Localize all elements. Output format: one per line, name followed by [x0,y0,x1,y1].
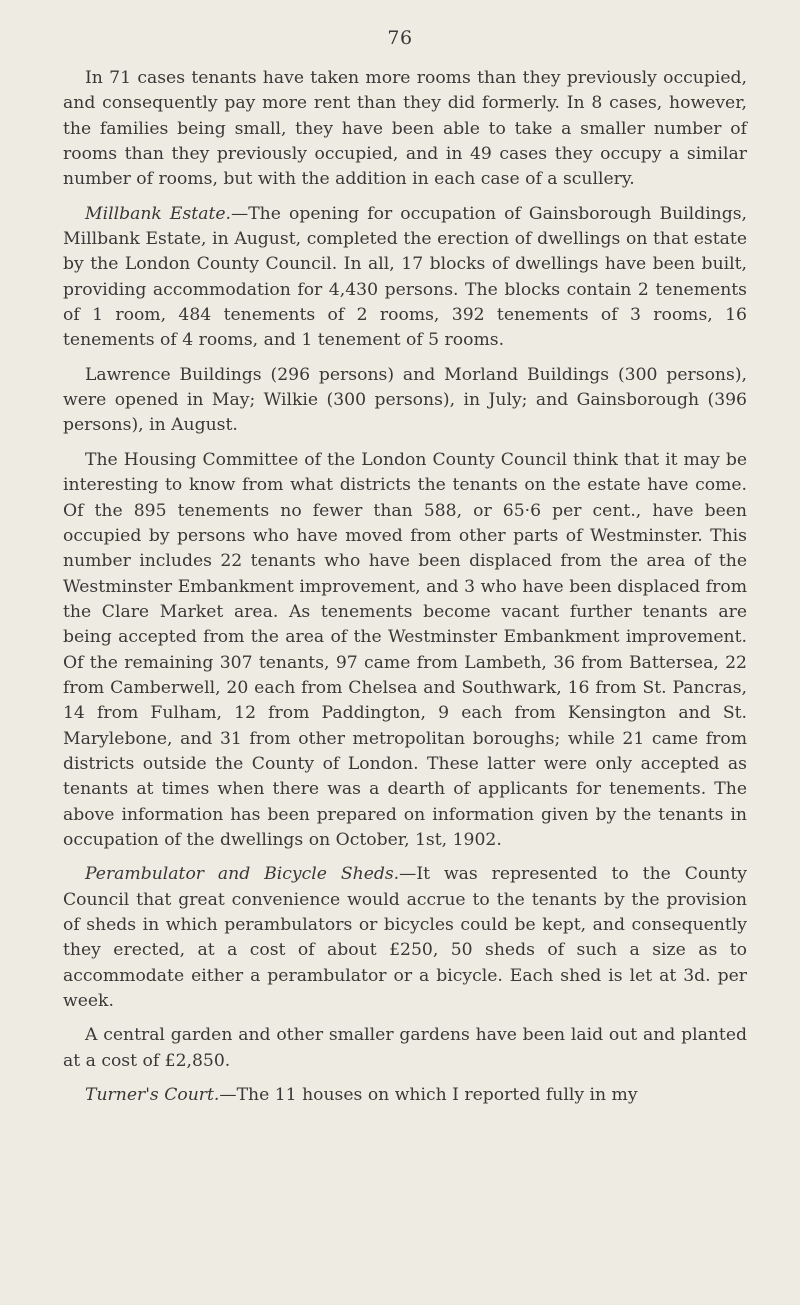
paragraph-text: In 71 cases tenants have taken more rooms than they previously occupied, and consequently pay more rent than they did formerly. In 8 cases, however, the families being small, they have been able to take a smaller number of rooms than they previously occupied, and in 49 cases they occupy a similar number of rooms, but with the addition in each case of a scullery. [63,68,747,190]
paragraph-text: The Housing Committee of the London County Council think that it may be interesting to know from what districts the tenants on the estate have come. Of the 895 tenements no fewer than 588, or 65·6 per cent., have been occupied by persons who have moved from other parts of Westminster. This number includes 22 tenants who have been displaced from the area of the Westminster Embankment improvement, and 3 who have been displaced from the Clare Market area. As tenements become vacant further tenants are being accepted from the area of the Westminster Embankment improvement. Of the remaining 307 tenants, 97 came from Lambeth, 36 from Battersea, 22 from Camberwell, 20 each from Chelsea and Southwark, 16 from St. Pancras, 14 from Fulham, 12 from Paddington, 9 each from Kensington and St. Marylebone, and 31 from other metropolitan boroughs; while 21 came from districts outside the County of London. These latter were only accepted as tenants at times when there was a dearth of applicants for tenements. The above information has been prepared on information given by the tenants in occupation of the dwellings on October, 1st, 1902. [63,449,747,850]
body-text [63,66,747,1108]
paragraph-buildings-opened [63,363,747,439]
paragraph-perambulator-sheds [63,862,747,1014]
paragraph-millbank-estate [63,202,747,354]
paragraph-gardens [63,1023,747,1074]
section-heading-turners-court: Turner's Court. [85,1085,220,1106]
section-heading-millbank-estate: Millbank Estate. [85,203,231,224]
paragraph-turners-court [63,1083,747,1108]
paragraph-text: —It was represented to the County Council that great convenience would accrue to the tenants by the provision of sheds in which perambulators or bicycles could be kept, and consequently they erected, at a cost of about £250, 50 sheds of such a size as to accommodate either a perambulator or a bicycle. Each shed is let at 3d. per week. [63,864,747,1012]
paragraph-rooms-occupied [63,66,747,193]
paragraph-text: —The opening for occupation of Gainsborough Buildings, Millbank Estate, in August, completed the erection of dwellings on that estate by the London County Council. In all, 17 blocks of dwellings have been built, providing accommodation for 4,430 persons. The blocks contain 2 tenements of 1 room, 484 tenements of 2 rooms, 392 tenements of 3 rooms, 16 tenements of 4 rooms, and 1 tenement of 5 rooms. [63,203,747,351]
paragraph-tenant-origins [63,448,747,854]
paragraph-text: Lawrence Buildings (296 persons) and Morland Buildings (300 persons), were opened in May; Wilkie (300 persons), in July; and Gainsborough (396 persons), in August. [63,364,747,436]
page-number: 76 [387,27,413,49]
section-heading-perambulator-sheds: Perambulator and Bicycle Sheds. [85,864,400,885]
paragraph-text: A central garden and other smaller gardens have been laid out and planted at a cost of £2,850. [63,1025,747,1071]
paragraph-text: —The 11 houses on which I reported fully in my [219,1085,638,1106]
